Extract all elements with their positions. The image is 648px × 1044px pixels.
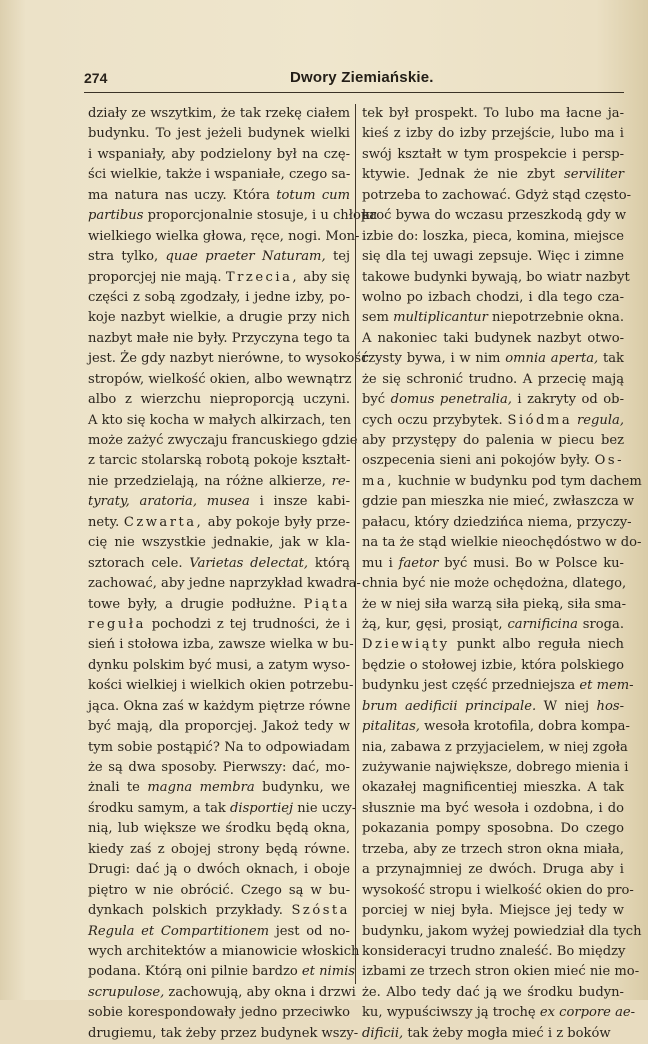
text-line (88, 635, 354, 655)
text-line (362, 840, 624, 860)
text-run: części z sobą zgodzały, i jedne izby, po- (88, 289, 350, 305)
text-line (362, 1003, 636, 1023)
text-run: mu i (362, 555, 399, 571)
text-run: piętro w nie obrócić. Czego są w bu- (88, 882, 350, 898)
text-run: jąca. Okna zaś w każdym piętrze równe (88, 698, 351, 714)
text-run: aby przystępy do palenia w piecu bez (362, 433, 624, 448)
text-line (88, 533, 350, 553)
text-line (88, 819, 350, 839)
text-run: może zażyć zwyczaju francuskiego gdzie (88, 433, 358, 448)
text-run: okazałej magnificentiej mieszka. A tak (362, 780, 624, 796)
text-line (362, 206, 627, 226)
italic-phrase: Regula et Compartitionem (88, 923, 270, 939)
italic-phrase: Varietas delectat, (189, 555, 309, 571)
text-line (88, 738, 350, 758)
text-run: budynku, jakom wyżej powiedział dla tych (362, 923, 642, 939)
spaced-heading: Os- (594, 453, 624, 469)
text-run: koje nazbyt wielkie, a drugie przy nich (88, 310, 350, 326)
text-run: nie uczy- (293, 800, 357, 816)
text-run: którą (308, 555, 350, 571)
spaced-heading: Szósta (291, 903, 350, 919)
text-run: tak żeby mogła mieć i z boków (403, 1025, 611, 1041)
text-line (88, 124, 350, 144)
text-line (362, 942, 624, 962)
text-line (362, 492, 635, 512)
text-run: na ta że stąd wielkie nieochędóstwo w do- (362, 535, 642, 551)
text-run: A nakoniec taki budynek nazbyt otwo- (362, 330, 624, 346)
text-run: sroga. (577, 616, 625, 632)
text-line (88, 962, 356, 982)
text-line (362, 513, 632, 533)
text-run: sobie korespondowały jedno przeciwko (88, 1005, 350, 1021)
text-line (362, 104, 624, 124)
spaced-heading: Trzecia, (225, 269, 300, 285)
text-run: nia, zabawa z przyjacielem, w niej zgoła (362, 739, 628, 755)
text-run: i insze kabi- (249, 494, 350, 510)
text-run: punkt albo reguła niech (449, 637, 624, 653)
text-run: rzysty bywa, i w nim (362, 351, 506, 367)
text-run: a przynajmniej ze dwóch. Druga aby i (362, 862, 624, 878)
text-line (362, 635, 624, 655)
text-line (88, 472, 350, 492)
text-run: działy ze wszytkim, że tak rzekę ciałem (88, 106, 350, 121)
text-run: W niej (536, 698, 597, 714)
italic-phrase: carnificina (507, 616, 578, 632)
text-line (362, 983, 624, 1003)
text-run: izbie do: loszka, pieca, komina, miejsce (362, 228, 624, 244)
text-run: nie przedzielają, na różne alkierze, (88, 473, 332, 489)
text-run: tek był prospekt. To lubo ma łacne ja- (362, 106, 624, 121)
italic-phrase: domus penetralia, (390, 392, 512, 408)
text-line (88, 942, 360, 962)
text-line (362, 1024, 624, 1044)
text-line (88, 922, 350, 942)
text-line (88, 370, 350, 390)
text-run: wielkiego wielka głowa, ręce, nogi. Mon- (88, 228, 360, 244)
text-line (362, 778, 624, 798)
text-line (88, 656, 350, 676)
text-run: ktywie. Jednak że nie zbyt (362, 167, 565, 183)
text-run: ku, wypuściwszy ją trochę (362, 1005, 540, 1021)
text-line (362, 349, 624, 369)
text-run: pałacu, który dziedzińca niema, przyczy- (362, 514, 632, 530)
text-line (362, 227, 624, 247)
text-run: kroć bywa do wczasu przeszkodą gdy w (362, 208, 627, 224)
text-run: sień i stołowa izba, zawsze wielka w bu- (88, 637, 354, 653)
italic-phrase: multiplicantur (393, 310, 488, 326)
italic-phrase: hos- (596, 698, 625, 714)
text-run: wysokość stropu i wielkość okien do pro- (362, 882, 634, 898)
text-line (88, 390, 350, 410)
text-line (88, 492, 350, 512)
text-run: potrzeba to zachować. Gdyż stąd często- (362, 187, 632, 203)
text-run: jest od no- (269, 923, 350, 939)
text-run: izbami ze trzech stron okien mieć nie mo- (362, 964, 640, 980)
text-run: nazbyt małe nie były. Przyczyna tego ta (88, 330, 350, 346)
text-line (362, 370, 624, 390)
text-run: proporcjonalnie stosuje, i u chłopa (143, 208, 378, 224)
text-run: towe były, a drugie podłużne. (88, 596, 304, 612)
text-line (88, 247, 350, 267)
text-line (362, 165, 624, 185)
text-run: porciej w niej była. Miejsce jej tedy w (362, 903, 624, 919)
text-run: że się schronić trudno. A przecię mają (362, 371, 624, 387)
text-run: żnali te (88, 780, 148, 796)
text-line (88, 799, 357, 819)
page-number: 274 (84, 70, 108, 86)
text-run: Drugi: dać ją o dwóch oknach, i oboje (88, 862, 350, 878)
text-line (362, 697, 624, 717)
text-line (88, 1003, 350, 1023)
text-run: z tarcic stolarską robotą pokoje kształt- (88, 453, 351, 469)
text-line (362, 922, 642, 942)
text-run: swój kształt w tym prospekcie i persp- (362, 146, 624, 162)
text-line (88, 554, 350, 574)
text-run: gdzie pan mieszka nie mieć, zwłaszcza w (362, 494, 635, 510)
text-line (362, 901, 624, 921)
text-run: i zakryty od ob- (511, 392, 624, 408)
column-divider (355, 104, 356, 984)
text-line (88, 349, 369, 369)
text-run: tak (598, 351, 624, 367)
text-line (88, 513, 350, 533)
italic-phrase: disportiej (230, 800, 294, 816)
text-run: będzie o stołowej izbie, która polskiego (362, 657, 624, 673)
text-run: oszpecenia sieni ani pokojów były. (362, 453, 595, 469)
text-run: albo z wierzchu nieproporcją uczyni. (88, 392, 350, 408)
text-line (88, 329, 350, 349)
text-run: zużywanie największe, dobrego mienia i (362, 760, 629, 775)
text-line (88, 165, 350, 185)
text-line (88, 881, 350, 901)
text-run: cię nie wszystkie jednakie, jak w kla- (88, 535, 350, 551)
text-run: się dla tej uwagi zepsuje. Więc i zimne (362, 249, 624, 265)
text-line (88, 268, 350, 288)
text-line (88, 227, 360, 247)
text-run: że w niej siła warzą siła pieką, siła sma- (362, 596, 627, 612)
italic-phrase: serviliter (564, 167, 624, 183)
text-run: wych architektów a mianowicie włoskich (88, 943, 360, 959)
text-line (362, 615, 624, 635)
italic-phrase: faetor (398, 555, 439, 571)
italic-phrase: et nimis (301, 964, 356, 980)
text-line (88, 411, 350, 431)
right-text-column (362, 104, 642, 1044)
text-line (88, 104, 350, 124)
text-line (362, 288, 624, 308)
text-line (362, 962, 640, 982)
italic-phrase: partibus (88, 208, 144, 224)
text-line (362, 738, 628, 758)
text-line (88, 901, 350, 921)
text-line (362, 819, 624, 839)
text-line (88, 288, 350, 308)
spaced-heading: Piąta (303, 596, 350, 612)
text-run: sem (362, 310, 394, 326)
text-run: że są dwa sposoby. Pierwszy: dać, mo- (88, 760, 350, 775)
text-run: tej (325, 249, 351, 265)
text-run: budynku jest część przedniejsza (362, 678, 580, 694)
italic-phrase: brum aedificii principale. (362, 698, 537, 714)
italic-phrase: totum cum (276, 187, 351, 203)
text-run: nety. (88, 514, 124, 530)
text-run: wesoła krotofila, dobra kompa- (419, 719, 630, 735)
page-header (84, 70, 624, 90)
text-run: proporcjej nie mają. (88, 269, 226, 285)
text-line (88, 451, 350, 471)
text-line (88, 431, 358, 451)
text-line (362, 676, 634, 696)
text-line (88, 145, 350, 165)
text-line (88, 717, 350, 737)
text-run: niepotrzebnie okna. (487, 310, 624, 326)
text-run: jest. Że gdy nazbyt nierówne, to wysokość (88, 351, 369, 367)
text-line (362, 329, 624, 349)
text-line (362, 186, 632, 206)
text-line (88, 595, 350, 615)
text-run: stropów, wielkość okien, albo wewnątrz (88, 371, 352, 387)
text-line (88, 983, 356, 1003)
spaced-heading: Czwarta, (123, 514, 204, 530)
text-run: drugiemu, tak żeby przez budynek wszy- (88, 1025, 359, 1041)
text-run: A kto się kocha w małych alkirzach, ten (88, 412, 352, 428)
text-line (362, 554, 624, 574)
text-run: kuchnie w budynku pod tym dachem (393, 473, 642, 489)
text-run: aby pokoje były prze- (203, 514, 350, 530)
text-line (362, 247, 624, 267)
italic-phrase: pitalitas, (362, 719, 420, 735)
text-line (88, 574, 361, 594)
italic-phrase: omnia aperta, (505, 351, 599, 367)
text-line (88, 1024, 359, 1044)
text-line (362, 717, 630, 737)
text-run: tym sobie postąpić? Na to odpowiadam (88, 739, 350, 755)
spaced-heading: reguła (88, 616, 146, 632)
text-run: aby się (299, 269, 350, 285)
text-run: że. Albo tedy dać ją we środku budyn- (362, 984, 624, 1000)
text-line (88, 186, 350, 206)
header-rule (84, 92, 624, 93)
text-run: stra tylko, (88, 249, 166, 265)
italic-phrase: quae praeter Naturam, (165, 249, 326, 265)
text-line (362, 595, 627, 615)
italic-phrase: magna membra (147, 780, 255, 796)
text-run: żą, kur, gęsi, prosiąt, (362, 616, 508, 632)
text-line (362, 656, 624, 676)
text-run: kiedy zaś z obojej strony będą równe. (88, 841, 350, 857)
spaced-heading: Dziewiąty (362, 637, 450, 653)
text-line (362, 145, 624, 165)
text-run: zachowują, aby okna i drzwi (164, 984, 356, 1000)
text-line (88, 778, 350, 798)
text-line (362, 451, 624, 471)
text-line (362, 758, 629, 778)
text-run: dynku polskim być musi, a zatym wyso- (88, 657, 350, 673)
italic-phrase: re- (331, 473, 350, 489)
running-title: Dwory Ziemiańskie. (290, 69, 434, 86)
text-line (362, 308, 624, 328)
text-run: wolno po izbach chodzi, i dla tego cza- (362, 289, 624, 305)
spaced-heading: Siódma (507, 412, 573, 428)
text-line (362, 574, 627, 594)
text-run: sztorach cele. (88, 555, 190, 571)
text-run: trzeba, aby ze trzech stron okna miała, (362, 841, 624, 857)
text-run: pokazania pompy sposobna. Do czego (362, 821, 624, 837)
text-run: chnia być nie może ochędożna, dlatego, (362, 576, 627, 592)
text-line (362, 431, 624, 451)
text-line (362, 472, 642, 492)
text-run: podana. Którą oni pilnie bardzo (88, 964, 302, 980)
text-line (362, 268, 630, 288)
text-line (362, 124, 624, 144)
text-line (88, 676, 354, 696)
italic-phrase: tyraty, aratoria, musea (88, 494, 250, 510)
text-line (362, 799, 624, 819)
text-run: i wspaniały, aby podzielony był na czę- (88, 146, 350, 162)
text-line (362, 533, 642, 553)
spaced-heading: ma, (362, 473, 394, 489)
text-run: takowe budynki bywają, bo wiatr nazbyt (362, 269, 630, 285)
text-run: być mają, dla proporcjej. Jakoż tedy w (88, 719, 350, 735)
text-line (88, 860, 350, 880)
text-line (88, 615, 350, 635)
text-run: być musi. Bo w Polsce ku- (438, 555, 624, 571)
text-run: nią, lub większe we środku będą okna, (88, 821, 350, 837)
text-run: konsideracyi trudno znaleść. Bo między (362, 943, 626, 959)
italic-phrase: et mem- (579, 678, 634, 694)
text-line (88, 206, 378, 226)
text-line (362, 860, 624, 880)
text-line (88, 840, 350, 860)
text-run: zachować, aby jedne naprzykład kwadra- (88, 576, 361, 592)
text-run: kości wielkiej i wielkich okien potrzebu- (88, 678, 354, 694)
text-line (88, 758, 350, 778)
text-line (88, 308, 350, 328)
text-run: dynkach polskich przykłady. (88, 903, 292, 919)
italic-phrase: ex corpore ae- (539, 1005, 636, 1021)
italic-phrase: regula, (577, 412, 624, 428)
text-line (362, 881, 634, 901)
text-run: cych oczu przybytek. (362, 412, 508, 428)
italic-phrase: scrupulose, (88, 984, 165, 1000)
text-run: kieś z izby do izby przejście, lubo ma i (362, 126, 624, 142)
text-run: ści wielkie, także i wspaniałe, czego sa- (88, 167, 351, 183)
text-run: budynku, we (254, 780, 350, 796)
text-run: być (362, 392, 391, 408)
text-line (362, 390, 624, 410)
text-run: ma natura nas uczy. Która (88, 187, 277, 203)
text-run: słusznie ma być wesoła i ozdobna, i do (362, 800, 624, 816)
italic-phrase: dificii, (362, 1025, 404, 1041)
text-line (88, 697, 350, 717)
text-line (362, 411, 624, 431)
text-run: pochodzi z tej trudności, że i (145, 616, 350, 632)
text-run: środku samym, a tak (88, 800, 230, 816)
text-run: budynku. To jest jeżeli budynek wielki (88, 126, 350, 142)
